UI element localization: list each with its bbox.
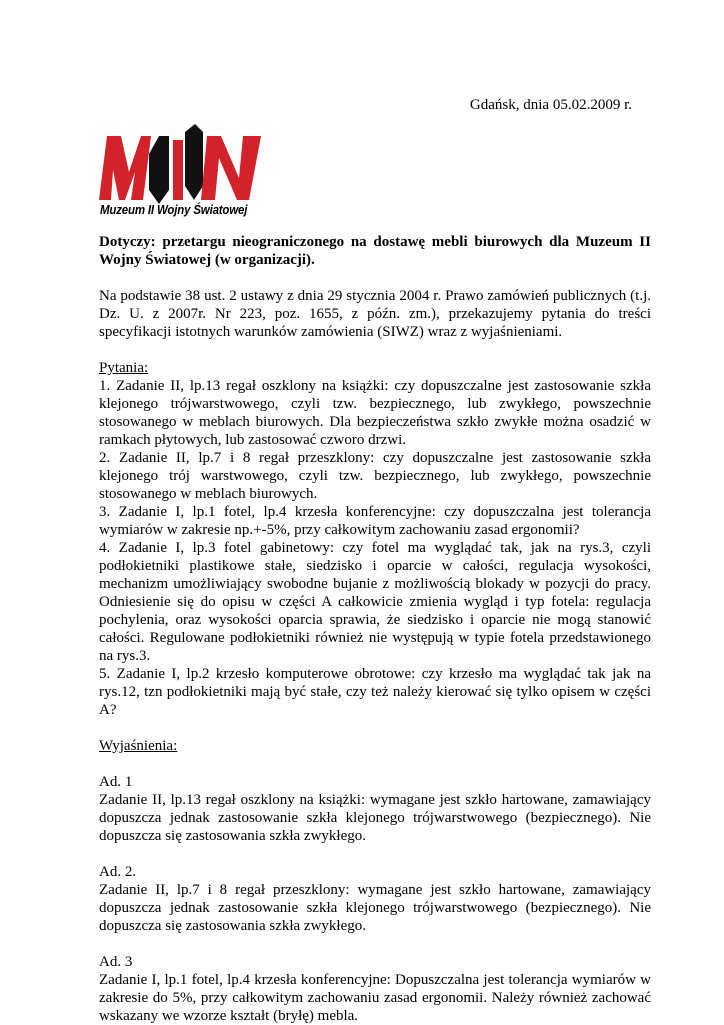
answer-text: Zadanie I, lp.1 fotel, lp.4 krzesła konferencyjne: Dopuszczalna jest tolerancja wymiarów w zakresie do 5%, przy całkowitym zachowaniu zasad ergonomii. Należy również zachować wskazany we wzorze kształt (bryłę) mebla. [99, 972, 651, 1024]
logo-caption: Muzeum II Wojny Światowej [100, 203, 248, 217]
answer-text: Zadanie II, lp.7 i 8 regał przeszklony: wymagane jest szkło hartowane, zamawiający dopuszcza jednak zastosowanie szkła klejonego trójwarstwowego (bezpiecznego). Nie dopuszcza się zastosowania szkła zwykłego. [99, 882, 651, 934]
answer-label: Ad. 1 [99, 774, 133, 790]
subject-line: Dotyczy: przetargu nieograniczonego na dostawę mebli biurowych dla Muzeum II Wojny Światowej (w organizacji). [99, 234, 651, 268]
question-item: 4. Zadanie I, lp.3 fotel gabinetowy: czy fotel ma wyglądać tak, jak na rys.3, czyli podłokietniki plastikowe stałe, siedzisko i oparcie w całości, regulacja wysokości, mechanizm umożliwiający swobodne bujanie z możliwością blokady w pozycji do pracy. Odniesienie się do opisu w części A całkowicie zmienia wygląd i typ fotela: regulacja pochylenia, oraz wysokości oparcia sprawia, że siedzisko i oparcie nie mogą stanowić całości. Regulowane podłokietniki również nie występują w typie fotela przedstawionego na rys.3. [99, 540, 651, 664]
question-item: 2. Zadanie II, lp.7 i 8 regał przeszklony: czy dopuszczalne jest zastosowanie szkła klejonego trój warstwowego, czyli tzw. bezpiecznego, lub zwykłego, powszechnie stosowanego w meblach biurowych. [99, 450, 651, 502]
intro-paragraph: Na podstawie 38 ust. 2 ustawy z dnia 29 stycznia 2004 r. Prawo zamówień publicznych (t.j. Dz. U. z 2007r. Nr 223, poz. 1655, z późn. zm.), przekazujemy pytania do treści specyfikacji istotnych warunków zamówienia (SIWZ) wraz z wyjaśnieniami. [99, 288, 651, 340]
question-item: 1. Zadanie II, lp.13 regał oszklony na książki: czy dopuszczalne jest zastosowanie szkła klejonego trójwarstwowego, czyli tzw. bezpiecznego, lub zwykłego, powszechnie stosowanego w meblach biurowych. Dla bezpieczeństwa szkło zwykłe można osadzić w ramkach płytowych, lub zastosować czworo drzwi. [99, 378, 651, 448]
logo-red-right-stroke [173, 140, 183, 200]
question-item: 3. Zadanie I, lp.1 fotel, lp.4 krzesła konferencyjne: czy dopuszczalna jest tolerancja wymiarów w zakresie np.+-5%, przy całkowitym zachowaniu zasad ergonomii? [99, 504, 651, 538]
answer-label: Ad. 2. [99, 864, 137, 880]
questions-heading: Pytania: [99, 360, 149, 376]
logo-black-stroke-1 [149, 136, 169, 204]
answer-text: Zadanie II, lp.13 regał oszklony na książki: wymagane jest szkło hartowane, zamawiający dopuszcza jednak zastosowanie szkła klejonego trójwarstwowego (bezpiecznego). Nie dopuszcza się zastosowania szkła zwykłego. [99, 792, 651, 844]
answer-label: Ad. 3 [99, 954, 133, 970]
letter-body [99, 233, 651, 1025]
dateline: Gdańsk, dnia 05.02.2009 r. [469, 97, 632, 113]
logo-red-n-shape [201, 136, 261, 200]
answers-heading: Wyjaśnienia: [99, 738, 178, 754]
question-item: 5. Zadanie I, lp.2 krzesło komputerowe obrotowe: czy krzesło ma wyglądać tak jak na rys.12, tzn podłokietniki mają być stałe, czy też należy kierować się tylko opisem w części A? [99, 666, 651, 718]
logo-black-stroke-2 [185, 124, 203, 200]
logo-red-m-shape [99, 136, 151, 200]
